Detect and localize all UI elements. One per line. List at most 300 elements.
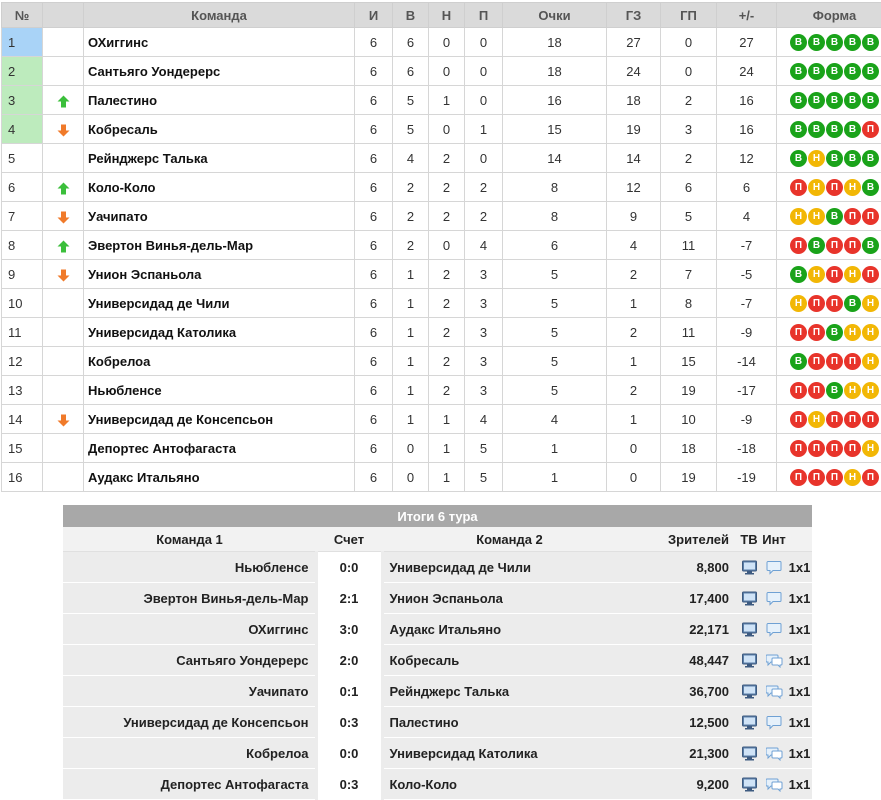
standings-row[interactable] [2,463,881,492]
form-cell [777,57,881,86]
drawn-cell: 1 [429,405,465,434]
form-result-badge[interactable]: В [862,63,879,80]
goals-against-cell: 3 [661,115,717,144]
form-result-badge[interactable]: Н [862,295,879,312]
form-result-badge[interactable]: Н [844,179,861,196]
lost-cell: 1 [465,115,503,144]
col-internet: Инт [761,527,787,552]
col-won[interactable]: В [393,3,429,28]
lost-cell: 2 [465,173,503,202]
standings-row[interactable] [2,144,881,173]
col-attendance: Зрителей [637,527,737,552]
col-drawn[interactable]: Н [429,3,465,28]
team-name[interactable]: Унион Эспаньола [84,260,355,289]
home-team[interactable]: Уачипато [63,676,316,707]
attendance-cell: 12,500 [637,707,737,738]
position-cell: 11 [2,318,43,347]
match-row[interactable] [63,645,812,676]
goals-for-cell: 1 [607,347,661,376]
movement-cell [43,173,84,202]
col-goals-against[interactable]: ГП [661,3,717,28]
away-team[interactable]: Палестино [382,707,637,738]
standings-row[interactable] [2,202,881,231]
home-team[interactable]: Ньюбленсе [63,552,316,583]
tv-icon[interactable] [742,746,757,761]
lost-cell: 2 [465,202,503,231]
standings-row[interactable] [2,405,881,434]
team-name[interactable]: Универсидад де Чили [84,289,355,318]
form-result-badge[interactable]: П [790,179,807,196]
match-row[interactable] [63,583,812,614]
team-name[interactable]: Сантьяго Уондерерс [84,57,355,86]
form-result-badge[interactable]: Н [862,382,879,399]
team-name[interactable]: Универсидад Католика [84,318,355,347]
goal-diff-cell: 24 [717,57,777,86]
away-team[interactable]: Аудакс Итальяно [382,614,637,645]
team-name[interactable]: Ньюбленсе [84,376,355,405]
tv-icon[interactable] [742,777,757,792]
chat-double-icon[interactable] [766,777,783,792]
goals-against-cell: 0 [661,28,717,57]
drawn-cell: 2 [429,260,465,289]
goal-diff-cell: 12 [717,144,777,173]
lost-cell: 5 [465,463,503,492]
team-name[interactable]: Уачипато [84,202,355,231]
form-result-badge[interactable]: В [844,295,861,312]
goals-against-cell: 2 [661,86,717,115]
played-cell: 6 [355,318,393,347]
position-cell: 6 [2,173,43,202]
goals-against-cell: 11 [661,231,717,260]
points-cell: 5 [503,260,607,289]
form-result-badge[interactable]: Н [808,208,825,225]
movement-cell [43,376,84,405]
goal-diff-cell: -14 [717,347,777,376]
team-name[interactable]: Палестино [84,86,355,115]
form-result-badge[interactable]: П [826,266,843,283]
form-result-badge[interactable]: В [790,92,807,109]
drawn-cell: 2 [429,376,465,405]
played-cell: 6 [355,231,393,260]
form-result-badge[interactable]: В [844,34,861,51]
form-cell [777,434,881,463]
standings-row[interactable] [2,376,881,405]
won-cell: 1 [393,347,429,376]
goal-diff-cell: -17 [717,376,777,405]
form-cell [777,260,881,289]
form-result-badge[interactable]: В [808,121,825,138]
standings-row[interactable] [2,289,881,318]
tv-icon[interactable] [742,684,757,699]
form-result-badge[interactable]: П [826,411,843,428]
tv-icon[interactable] [742,560,757,575]
home-team[interactable]: ОХиггинс [63,614,316,645]
lost-cell: 5 [465,434,503,463]
team-name[interactable]: Аудакс Итальяно [84,463,355,492]
match-link[interactable]: 1x1 [787,738,812,769]
standings-row[interactable] [2,57,881,86]
col-tv: ТВ [737,527,761,552]
won-cell: 6 [393,57,429,86]
movement-cell [43,86,84,115]
goals-for-cell: 12 [607,173,661,202]
chat-double-icon[interactable] [766,746,783,761]
won-cell: 0 [393,434,429,463]
played-cell: 6 [355,173,393,202]
internet-cell[interactable] [761,738,787,769]
col-goal-diff[interactable]: +/- [717,3,777,28]
form-result-badge[interactable]: П [862,208,879,225]
played-cell: 6 [355,405,393,434]
match-score[interactable]: 0:0 [316,738,382,769]
tv-cell[interactable] [737,645,761,676]
goal-diff-cell: -7 [717,289,777,318]
attendance-cell: 8,800 [637,552,737,583]
goal-diff-cell: 16 [717,115,777,144]
match-link[interactable]: 1x1 [787,614,812,645]
match-score[interactable]: 2:0 [316,645,382,676]
form-result-badge[interactable]: В [808,92,825,109]
team-name[interactable]: Кобресаль [84,115,355,144]
arrow-up-icon [57,95,70,108]
goals-against-cell: 2 [661,144,717,173]
team-name[interactable]: Кобрелоа [84,347,355,376]
match-score[interactable]: 2:1 [316,583,382,614]
tv-icon[interactable] [742,622,757,637]
team-name[interactable]: ОХиггинс [84,28,355,57]
form-result-badge[interactable]: П [844,411,861,428]
form-result-badge[interactable]: В [844,92,861,109]
movement-cell [43,463,84,492]
form-result-badge[interactable]: В [790,63,807,80]
lost-cell: 0 [465,28,503,57]
team-name[interactable]: Коло-Коло [84,173,355,202]
drawn-cell: 0 [429,115,465,144]
form-result-badge[interactable]: В [808,34,825,51]
form-result-badge[interactable]: П [808,440,825,457]
form-result-badge[interactable]: Н [844,469,861,486]
goals-for-cell: 4 [607,231,661,260]
form-result-badge[interactable]: Н [844,266,861,283]
played-cell: 6 [355,434,393,463]
round-title: Итоги 6 тура [63,505,812,527]
goals-against-cell: 18 [661,434,717,463]
goals-for-cell: 19 [607,115,661,144]
standings-row[interactable] [2,115,881,144]
tv-cell[interactable] [737,583,761,614]
col-pos[interactable]: № [2,3,43,28]
form-cell [777,463,881,492]
home-team[interactable]: Сантьяго Уондерерс [63,645,316,676]
form-result-badge[interactable]: П [862,411,879,428]
position-cell: 3 [2,86,43,115]
form-result-badge[interactable]: В [826,150,843,167]
goals-for-cell: 14 [607,144,661,173]
drawn-cell: 2 [429,173,465,202]
played-cell: 6 [355,463,393,492]
form-result-badge[interactable]: П [790,324,807,341]
form-result-badge[interactable]: П [808,295,825,312]
tv-cell[interactable] [737,552,761,583]
tv-cell[interactable] [737,769,761,800]
away-team[interactable]: Рейнджерс Талька [382,676,637,707]
form-result-badge[interactable]: П [826,179,843,196]
form-result-badge[interactable]: П [826,353,843,370]
form-result-badge[interactable]: В [790,353,807,370]
form-result-badge[interactable]: П [862,121,879,138]
team-name[interactable]: Универсидад де Консепсьон [84,405,355,434]
match-link[interactable]: 1x1 [787,552,812,583]
won-cell: 4 [393,144,429,173]
internet-cell[interactable] [761,676,787,707]
match-row[interactable] [63,614,812,645]
form-result-badge[interactable]: Н [808,150,825,167]
match-link[interactable]: 1x1 [787,676,812,707]
match-link[interactable]: 1x1 [787,769,812,800]
form-result-badge[interactable]: П [844,353,861,370]
team-name[interactable]: Эвертон Винья-дель-Мар [84,231,355,260]
form-result-badge[interactable]: Н [808,411,825,428]
form-result-badge[interactable]: В [844,150,861,167]
form-cell [777,173,881,202]
away-team[interactable]: Унион Эспаньола [382,583,637,614]
form-result-badge[interactable]: Н [862,353,879,370]
standings-table [1,2,881,492]
goals-against-cell: 11 [661,318,717,347]
match-score[interactable]: 0:3 [316,769,382,800]
tv-cell[interactable] [737,707,761,738]
drawn-cell: 0 [429,57,465,86]
form-cell [777,28,881,57]
col-team1: Команда 1 [63,527,316,552]
internet-cell[interactable] [761,552,787,583]
form-result-badge[interactable]: П [808,324,825,341]
standings-row[interactable] [2,318,881,347]
away-team[interactable]: Универсидад де Чили [382,552,637,583]
goal-diff-cell: -19 [717,463,777,492]
played-cell: 6 [355,347,393,376]
form-result-badge[interactable]: П [862,266,879,283]
won-cell: 1 [393,318,429,347]
form-result-badge[interactable]: П [844,237,861,254]
tv-cell[interactable] [737,614,761,645]
match-link[interactable]: 1x1 [787,583,812,614]
form-result-badge[interactable]: П [826,469,843,486]
form-result-badge[interactable]: П [790,469,807,486]
points-cell: 8 [503,202,607,231]
chat-double-icon[interactable] [766,684,783,699]
form-result-badge[interactable]: В [826,92,843,109]
form-result-badge[interactable]: В [790,121,807,138]
away-team[interactable]: Коло-Коло [382,769,637,800]
drawn-cell: 0 [429,28,465,57]
won-cell: 5 [393,86,429,115]
played-cell: 6 [355,202,393,231]
form-result-badge[interactable]: Н [862,324,879,341]
goals-for-cell: 9 [607,202,661,231]
won-cell: 2 [393,231,429,260]
col-lost[interactable]: П [465,3,503,28]
form-result-badge[interactable]: В [862,237,879,254]
match-score[interactable]: 0:1 [316,676,382,707]
form-result-badge[interactable]: П [790,440,807,457]
internet-cell[interactable] [761,583,787,614]
points-cell: 1 [503,463,607,492]
form-result-badge[interactable]: В [826,121,843,138]
goals-against-cell: 8 [661,289,717,318]
internet-cell[interactable] [761,769,787,800]
match-row[interactable] [63,552,812,583]
form-result-badge[interactable]: В [826,63,843,80]
match-link[interactable]: 1x1 [787,707,812,738]
match-row[interactable] [63,738,812,769]
chat-icon[interactable] [766,622,783,637]
drawn-cell: 2 [429,289,465,318]
col-team[interactable]: Команда [84,3,355,28]
tv-cell[interactable] [737,738,761,769]
internet-cell[interactable] [761,614,787,645]
position-cell: 4 [2,115,43,144]
chat-icon[interactable] [766,560,783,575]
arrow-down-icon [57,414,70,427]
standings-row[interactable] [2,28,881,57]
attendance-cell: 22,171 [637,614,737,645]
away-team[interactable]: Универсидад Католика [382,738,637,769]
team-name[interactable]: Рейнджерс Талька [84,144,355,173]
form-result-badge[interactable]: В [790,150,807,167]
form-result-badge[interactable]: П [808,469,825,486]
form-result-badge[interactable]: В [862,150,879,167]
home-team[interactable]: Депортес Антофагаста [63,769,316,800]
form-result-badge[interactable]: В [826,34,843,51]
position-cell: 5 [2,144,43,173]
goals-against-cell: 19 [661,376,717,405]
goals-for-cell: 2 [607,260,661,289]
movement-cell [43,202,84,231]
form-result-badge[interactable]: П [808,382,825,399]
form-result-badge[interactable]: В [844,63,861,80]
tv-cell[interactable] [737,676,761,707]
goal-diff-cell: -7 [717,231,777,260]
form-result-badge[interactable]: В [826,382,843,399]
form-result-badge[interactable]: Н [844,382,861,399]
home-team[interactable]: Универсидад де Консепсьон [63,707,316,738]
form-cell [777,144,881,173]
tv-icon[interactable] [742,715,757,730]
position-cell: 16 [2,463,43,492]
form-result-badge[interactable]: П [790,237,807,254]
col-score: Счет [316,527,382,552]
form-result-badge[interactable]: П [844,440,861,457]
form-result-badge[interactable]: П [808,353,825,370]
form-result-badge[interactable]: В [790,34,807,51]
team-name[interactable]: Депортес Антофагаста [84,434,355,463]
form-cell [777,115,881,144]
won-cell: 1 [393,376,429,405]
points-cell: 5 [503,289,607,318]
match-score[interactable]: 3:0 [316,614,382,645]
form-result-badge[interactable]: В [790,266,807,283]
form-result-badge[interactable]: В [808,63,825,80]
standings-row[interactable] [2,434,881,463]
drawn-cell: 2 [429,318,465,347]
chat-icon[interactable] [766,591,783,606]
form-result-badge[interactable]: П [790,382,807,399]
form-result-badge[interactable]: Н [844,324,861,341]
form-result-badge[interactable]: В [862,92,879,109]
position-cell: 14 [2,405,43,434]
goals-against-cell: 15 [661,347,717,376]
form-result-badge[interactable]: П [826,237,843,254]
match-link[interactable]: 1x1 [787,645,812,676]
col-team2: Команда 2 [382,527,637,552]
goal-diff-cell: -9 [717,318,777,347]
position-cell: 9 [2,260,43,289]
position-cell: 13 [2,376,43,405]
form-result-badge[interactable]: В [826,208,843,225]
form-result-badge[interactable]: В [826,324,843,341]
match-row[interactable] [63,707,812,738]
form-result-badge[interactable]: Н [808,266,825,283]
form-result-badge[interactable]: П [844,208,861,225]
form-result-badge[interactable]: Н [862,440,879,457]
internet-cell[interactable] [761,707,787,738]
form-result-badge[interactable]: Н [790,208,807,225]
standings-row[interactable] [2,173,881,202]
away-team[interactable]: Кобресаль [382,645,637,676]
internet-cell[interactable] [761,645,787,676]
home-team[interactable]: Кобрелоа [63,738,316,769]
goals-for-cell: 24 [607,57,661,86]
form-result-badge[interactable]: П [790,411,807,428]
tv-icon[interactable] [742,653,757,668]
goals-against-cell: 5 [661,202,717,231]
col-played[interactable]: И [355,3,393,28]
home-team[interactable]: Эвертон Винья-дель-Мар [63,583,316,614]
col-points[interactable]: Очки [503,3,607,28]
col-goals-for[interactable]: ГЗ [607,3,661,28]
form-result-badge[interactable]: В [844,121,861,138]
goals-for-cell: 2 [607,376,661,405]
match-row[interactable] [63,769,812,800]
chat-double-icon[interactable] [766,653,783,668]
chat-icon[interactable] [766,715,783,730]
lost-cell: 3 [465,318,503,347]
form-result-badge[interactable]: В [862,34,879,51]
points-cell: 8 [503,173,607,202]
tv-icon[interactable] [742,591,757,606]
form-result-badge[interactable]: П [826,295,843,312]
form-result-badge[interactable]: П [862,469,879,486]
lost-cell: 4 [465,231,503,260]
form-result-badge[interactable]: П [826,440,843,457]
match-score[interactable]: 0:3 [316,707,382,738]
form-result-badge[interactable]: Н [808,179,825,196]
movement-cell [43,57,84,86]
standings-row[interactable] [2,86,881,115]
standings-row[interactable] [2,347,881,376]
lost-cell: 0 [465,57,503,86]
match-row[interactable] [63,676,812,707]
standings-row[interactable] [2,231,881,260]
form-result-badge[interactable]: В [862,179,879,196]
form-result-badge[interactable]: В [808,237,825,254]
lost-cell: 0 [465,144,503,173]
standings-row[interactable] [2,260,881,289]
match-score[interactable]: 0:0 [316,552,382,583]
form-result-badge[interactable]: Н [790,295,807,312]
points-cell: 18 [503,57,607,86]
